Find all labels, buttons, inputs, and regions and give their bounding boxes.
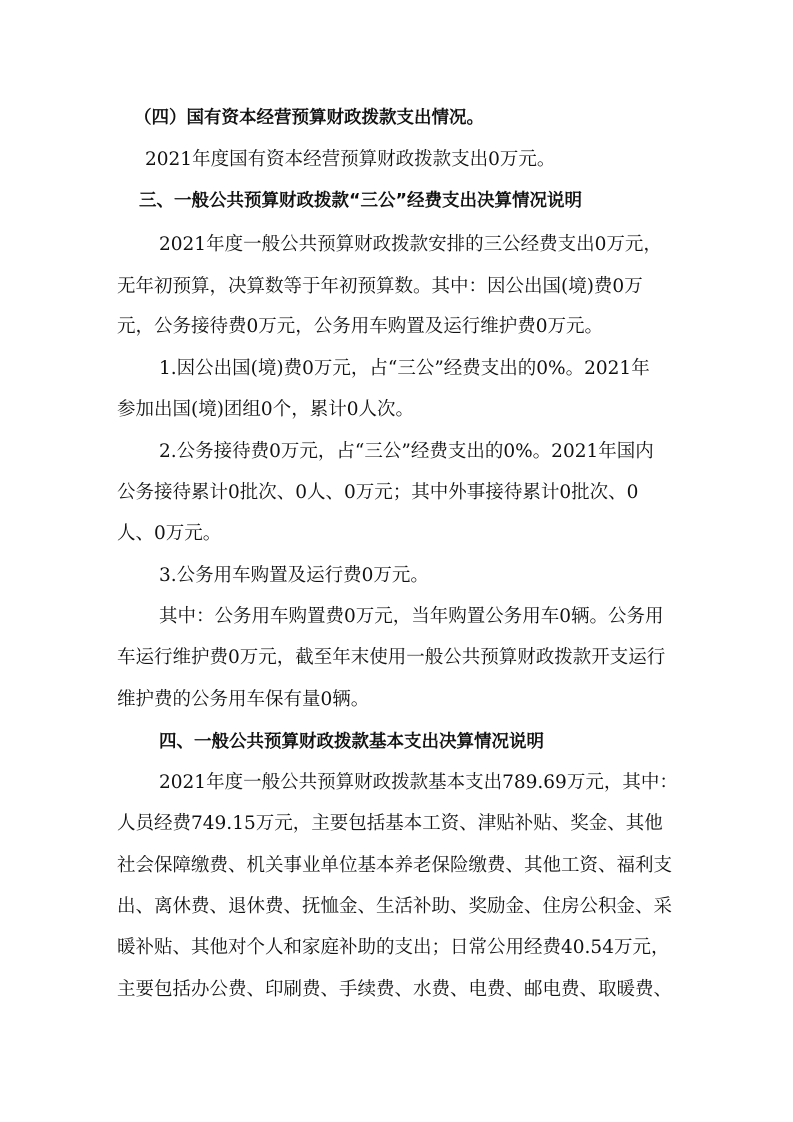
line-text: 2021年度一般公共预算财政拨款安排的三公经费支出0万元， — [159, 234, 662, 255]
line-text: 公务接待累计0批次、0人、0万元；其中外事接待累计0批次、0 — [117, 482, 639, 503]
line-text: 暖补贴、其他对个人和家庭补助的支出；日常公用经费40.54万元， — [117, 937, 670, 958]
line-text: 人、0万元。 — [117, 523, 222, 544]
line-text: 维护费的公务用车保有量0辆。 — [117, 689, 370, 710]
line-text: 2.公务接待费0万元，占“三公”经费支出的0%。2021年国内 — [159, 441, 654, 462]
line-text: 其中：公务用车购置费0万元，当年购置公务用车0辆。公务用 — [159, 606, 664, 627]
line-text: 无年初预算，决算数等于年初预算数。其中：因公出国(境)费0万 — [117, 276, 643, 297]
line-text: 出、离休费、退休费、抚恤金、生活补助、奖励金、住房公积金、采 — [117, 896, 673, 917]
line-text: 元，公务接待费0万元，公务用车购置及运行维护费0万元。 — [117, 316, 604, 337]
line-text: 3.公务用车购置及运行费0万元。 — [159, 565, 429, 586]
line-text: 车运行维护费0万元，截至年末使用一般公共预算财政拨款开支运行 — [117, 647, 666, 668]
line-text: 1.因公出国(境)费0万元，占“三公”经费支出的0%。2021年 — [159, 358, 650, 379]
line-text: 社会保障缴费、机关事业单位基本养老保险缴费、其他工资、福利支 — [117, 855, 673, 876]
line-text: 主要包括办公费、印刷费、手续费、水费、电费、邮电费、取暖费、 — [117, 979, 673, 1000]
heading-text: 三、一般公共预算财政拨款“三公”经费支出决算情况说明 — [139, 191, 583, 211]
line-text: 参加出国(境)团组0个，累计0人次。 — [117, 399, 414, 420]
line-text: 2021年度国有资本经营预算财政拨款支出0万元。 — [145, 149, 556, 170]
line-text: 2021年度一般公共预算财政拨款基本支出789.69万元，其中： — [159, 772, 678, 793]
heading-text: 四、一般公共预算财政拨款基本支出决算情况说明 — [159, 732, 544, 752]
heading-text: （四）国有资本经营预算财政拨款支出情况。 — [134, 108, 484, 128]
line-text: 人员经费749.15万元，主要包括基本工资、津贴补贴、奖金、其他 — [117, 813, 663, 834]
